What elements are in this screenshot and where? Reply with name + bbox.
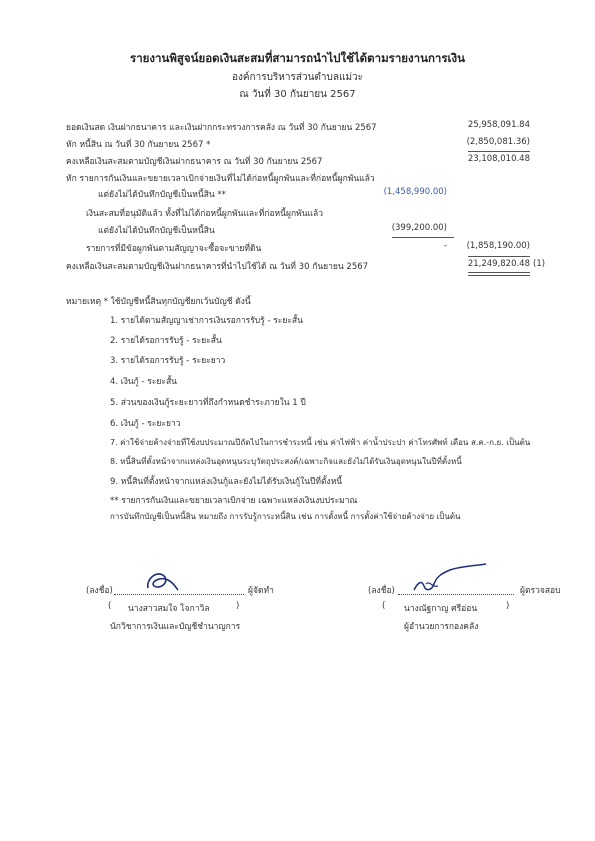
- left-signer-name: นางสาวสมใจ โจกาวิล: [128, 604, 210, 614]
- reserved-funds-value: (1,458,990.00): [383, 187, 447, 197]
- remaining-balance-value: 23,108,010.48: [467, 154, 530, 164]
- column-rule: [392, 237, 454, 238]
- note-item: 7. ค่าใช้จ่ายค้างจ่ายที่ใช้งบประมาณปีถัดไปในการชำระหนี้ เช่น ค่าไฟฟ้า ค่าน้ำประปา ค่าโทรศัพท์ เดือน ส.ค.-ก.ย. เป็นต้น: [110, 438, 531, 447]
- left-signed-label: (ลงชื่อ): [86, 586, 113, 596]
- land-contract-value: (1,858,190.00): [466, 241, 530, 251]
- left-signer-position: นักวิชาการเงินและบัญชีชำนาญการ: [110, 622, 241, 632]
- notes-heading: หมายเหตุ * ใช้บัญชีหนี้สินทุกบัญชียกเว้นบัญชี ดังนี้: [66, 297, 251, 307]
- left-open-paren: (: [108, 601, 112, 611]
- right-signed-label: (ลงชื่อ): [368, 586, 395, 596]
- left-signature-image: [142, 566, 182, 596]
- note-reserved-funds: ** รายการกันเงินและขยายเวลาเบิกจ่าย เฉพาะแหล่งเงินงบประมาณ: [110, 496, 358, 506]
- land-contract-dash: -: [443, 241, 447, 251]
- approved-savings-value: (399,200.00): [391, 223, 447, 233]
- note-item: 6. เงินกู้ - ระยะยาว: [110, 419, 181, 429]
- usable-balance-label: คงเหลือเงินสะสมตามบัญชีเงินฝากธนาคารที่นำไปใช้ได้ ณ วันที่ 30 กันยายน 2567: [66, 262, 369, 272]
- right-role: ผู้ตรวจสอบ: [520, 586, 561, 596]
- cash-balance-value: 25,958,091.84: [467, 120, 530, 130]
- liabilities-value: (2,850,081.36): [466, 137, 530, 147]
- left-close-paren: ): [236, 601, 240, 611]
- liabilities-label: หัก หนี้สิน ณ วันที่ 30 กันยายน 2567 *: [66, 140, 211, 150]
- note-item: 8. หนี้สินที่ตั้งหน้าจากแหล่งเงินอุดหนุนระบุวัตถุประสงค์/เฉพาะกิจและยังไม่ได้รับเงินอุดหนุนในปีที่ตั้งหนี้: [110, 457, 462, 466]
- org-name: องค์การบริหารส่วนตำบลแม่วะ: [231, 72, 364, 83]
- reserved-funds-label-cont: แต่ยังไม่ได้บันทึกบัญชีเป็นหนี้สิน **: [98, 190, 226, 200]
- left-signature-dots: [114, 594, 244, 595]
- report-title: รายงานพิสูจน์ยอดเงินสะสมที่สามารถนำไปใช้ได้ตามรายงานการเงิน: [130, 51, 465, 65]
- cash-balance-label: ยอดเงินสด เงินฝากธนาคาร และเงินฝากกระทรวงการคลัง ณ วันที่ 30 กันยายน 2567: [66, 123, 377, 133]
- right-close-paren: ): [506, 601, 510, 611]
- subtotal-rule: [468, 151, 530, 152]
- note-item: 9. หนี้สินที่ตั้งหน้าจากแหล่งเงินกู้และยังไม่ได้รับเงินกู้ในปีที่ตั้งหนี้: [110, 477, 343, 487]
- grand-total-double-rule: [468, 272, 530, 276]
- right-signature-dots: [398, 594, 514, 595]
- right-signature-image: [410, 560, 490, 596]
- report-date: ณ วันที่ 30 กันยายน 2567: [239, 89, 356, 100]
- usable-balance-ref: (1): [533, 259, 546, 269]
- note-liability-definition: การบันทึกบัญชีเป็นหนี้สิน หมายถึง การรับรู้การะหนี้สิน เช่น การตั้งหนี้ การตั้งค่าใช้จ่ายค้างจ่าย เป็นต้น: [110, 512, 461, 521]
- usable-balance-value: 21,249,820.48: [467, 259, 530, 269]
- right-signer-position: ผู้อำนวยการกองคลัง: [404, 622, 479, 632]
- approved-savings-label-cont: แต่ยังไม่ได้บันทึกบัญชีเป็นหนี้สิน: [98, 226, 215, 236]
- left-role: ผู้จัดทำ: [248, 586, 274, 596]
- reserved-funds-label: หัก รายการกันเงินและขยายเวลาเบิกจ่ายเงินที่ไม่ได้ก่อหนี้ผูกพันและที่ก่อหนี้ผูกพันแล้ว: [66, 174, 375, 184]
- note-item: 1. รายได้ตามสัญญาเช่าการเงินรอการรับรู้ - ระยะสั้น: [110, 316, 303, 326]
- approved-savings-label: เงินสะสมที่อนุมัติแล้ว ทั้งที่ไม่ได้ก่อหนี้ผูกพันและที่ก่อหนี้ผูกพันแล้ว: [86, 209, 323, 219]
- total-rule: [468, 256, 530, 257]
- land-contract-label: รายการที่มีข้อผูกพันตามสัญญาจะซื้อจะขายที่ดิน: [86, 244, 262, 254]
- note-item: 2. รายได้รอการรับรู้ - ระยะสั้น: [110, 336, 222, 346]
- note-item: 5. ส่วนของเงินกู้ระยะยาวที่ถึงกำหนดชำระภายใน 1 ปี: [110, 398, 306, 408]
- remaining-balance-label: คงเหลือเงินสะสมตามบัญชีเงินฝากธนาคาร ณ วันที่ 30 กันยายน 2567: [66, 157, 323, 167]
- note-item: 4. เงินกู้ - ระยะสั้น: [110, 377, 177, 387]
- right-signer-name: นางณัฐกาญ ศรีอ่อน: [404, 604, 478, 614]
- note-item: 3. รายได้รอการรับรู้ - ระยะยาว: [110, 356, 226, 366]
- right-open-paren: (: [382, 601, 386, 611]
